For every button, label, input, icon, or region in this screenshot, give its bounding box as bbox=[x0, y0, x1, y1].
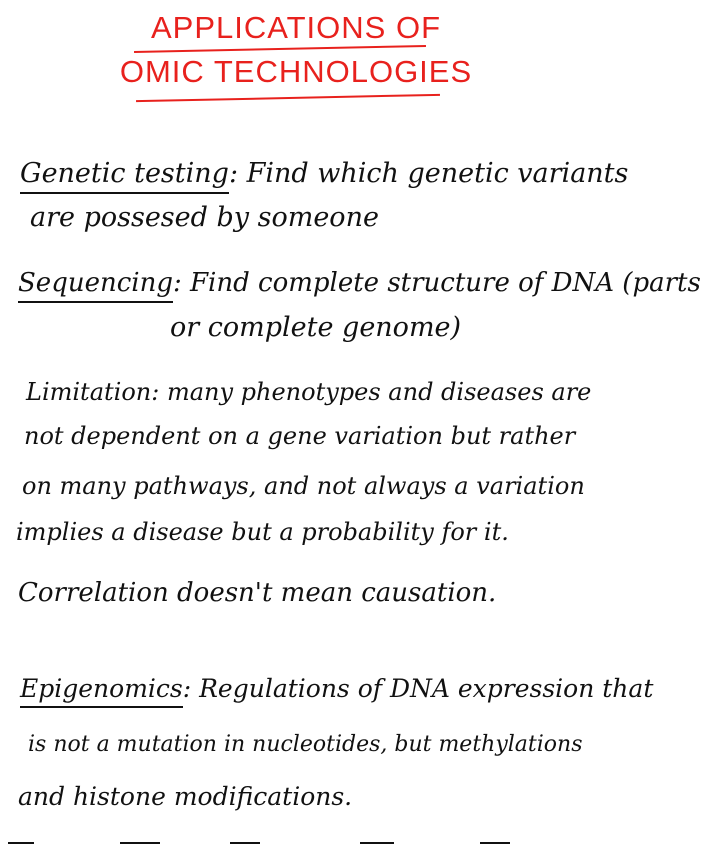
correlation-line: Correlation doesn't mean causation. bbox=[18, 578, 497, 608]
page-title-line-1: APPLICATIONS OF bbox=[150, 10, 442, 45]
epigenomics-line-3: and histone modifications. bbox=[18, 782, 353, 811]
genetic-testing-line-2: are possesed by someone bbox=[30, 202, 379, 233]
sequencing-line-1 bbox=[18, 270, 701, 296]
sequencing-term: Sequencing bbox=[18, 268, 173, 303]
sequencing-line-2: or complete genome) bbox=[170, 312, 462, 343]
sequencing-definition: : Find complete structure of DNA (parts bbox=[172, 268, 701, 298]
genetic-testing-definition: : Find which genetic variants bbox=[228, 158, 629, 189]
title-underline-2 bbox=[136, 94, 440, 102]
epigenomics-definition: : Regulations of DNA expression that bbox=[182, 674, 654, 703]
limitation-line-2: not dependent on a gene variation but rather bbox=[24, 422, 576, 450]
limitation-line-4: implies a disease but a probability for it. bbox=[16, 518, 509, 546]
limitation-line-1: Limitation: many phenotypes and diseases are bbox=[26, 378, 592, 406]
epigenomics-line-2: is not a mutation in nucleotides, but methylations bbox=[28, 732, 583, 757]
page-title-line-2: OMIC TECHNOLOGIES bbox=[119, 54, 473, 89]
cut-off-handwriting bbox=[0, 838, 600, 848]
epigenomics-line-1 bbox=[20, 676, 653, 701]
title-underline-1 bbox=[134, 45, 426, 53]
epigenomics-term: Epigenomics bbox=[20, 674, 183, 708]
limitation-line-3: on many pathways, and not always a variation bbox=[22, 472, 585, 500]
genetic-testing-term: Genetic testing bbox=[20, 158, 229, 194]
genetic-testing-line-1 bbox=[20, 160, 628, 187]
